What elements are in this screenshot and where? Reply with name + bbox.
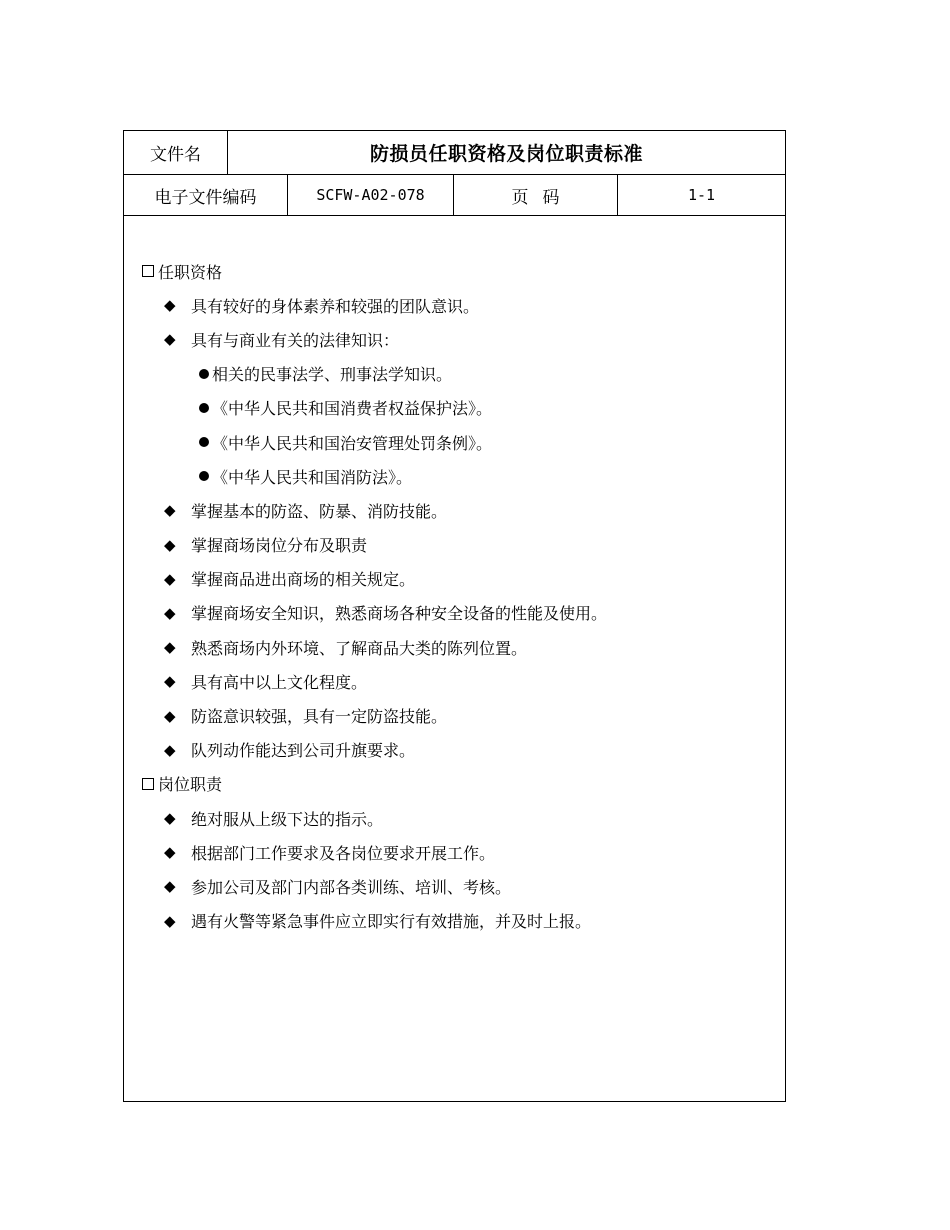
diamond-bullet-icon: ◆: [164, 535, 176, 554]
dot-bullet-icon: [199, 471, 209, 481]
section-heading: [124, 254, 785, 288]
list-item-text: 掌握商品进出商场的相关规定。: [191, 570, 416, 590]
page-label: 页码: [453, 175, 617, 215]
diamond-bullet-icon: ◆: [164, 877, 176, 896]
list-item-text: 防盗意识较强，具有一定防盗技能。: [191, 707, 448, 727]
list-item-text: 掌握商场岗位分布及职责: [191, 536, 368, 556]
list-item: [124, 801, 785, 835]
sub-list-item-text: 相关的民事法学、刑事法学知识。: [212, 365, 453, 385]
list-item-text: 具有高中以上文化程度。: [191, 672, 368, 692]
dot-bullet-icon: [199, 369, 209, 379]
diamond-bullet-icon: ◆: [164, 501, 176, 520]
diamond-bullet-icon: ◆: [164, 603, 176, 622]
header-row-meta: [124, 175, 785, 216]
list-item-text: 根据部门工作要求及各岗位要求开展工作。: [191, 843, 496, 863]
list-item-text: 队列动作能达到公司升旗要求。: [191, 741, 416, 761]
code-label: 电子文件编码: [154, 187, 257, 208]
sub-list-item: [124, 357, 785, 391]
diamond-bullet-icon: ◆: [164, 638, 176, 657]
diamond-bullet-icon: ◆: [164, 672, 176, 691]
document-body: [124, 216, 785, 938]
list-item-text: 掌握基本的防盗、防暴、消防技能。: [191, 501, 448, 521]
list-item: [124, 869, 785, 903]
header-row-title: [124, 131, 785, 175]
list-item: [124, 733, 785, 767]
dot-bullet-icon: [199, 403, 209, 413]
list-item-text: 具有与商业有关的法律知识：: [191, 330, 400, 350]
list-item-text: 参加公司及部门内部各类训练、培训、考核。: [191, 877, 512, 897]
sub-list-item: [124, 391, 785, 425]
section-title: 任职资格: [158, 262, 223, 282]
diamond-bullet-icon: ◆: [164, 809, 176, 828]
list-item-text: 具有较好的身体素养和较强的团队意识。: [191, 296, 480, 316]
diamond-bullet-icon: ◆: [164, 330, 176, 349]
list-item: [124, 493, 785, 527]
checkbox-square-icon: [142, 265, 154, 277]
list-item-text: 熟悉商场内外环境、了解商品大类的陈列位置。: [191, 638, 528, 658]
diamond-bullet-icon: ◆: [164, 843, 176, 862]
list-item-text: 遇有火警等紧急事件应立即实行有效措施，并及时上报。: [191, 912, 592, 932]
diamond-bullet-icon: ◆: [164, 740, 176, 759]
list-item-text: 绝对服从上级下达的指示。: [191, 809, 384, 829]
page-value: 1-1: [617, 175, 785, 215]
list-item: [124, 288, 785, 322]
list-item: [124, 596, 785, 630]
list-item: [124, 904, 785, 938]
section-title: 岗位职责: [158, 775, 223, 795]
list-item: [124, 664, 785, 698]
diamond-bullet-icon: ◆: [164, 706, 176, 725]
list-item: [124, 562, 785, 596]
document-frame: [123, 130, 786, 1102]
list-item: [124, 528, 785, 562]
list-item: [124, 322, 785, 356]
sub-list-item: [124, 425, 785, 459]
diamond-bullet-icon: ◆: [164, 569, 176, 588]
checkbox-square-icon: [142, 778, 154, 790]
code-value: SCFW-A02-078: [287, 175, 453, 215]
document-title: 防损员任职资格及岗位职责标准: [227, 131, 785, 174]
list-item: [124, 698, 785, 732]
diamond-bullet-icon: ◆: [164, 911, 176, 930]
sub-list-item: [124, 459, 785, 493]
sub-list-item-text: 《中华人民共和国治安管理处罚条例》。: [212, 433, 493, 453]
list-item-text: 掌握商场安全知识，熟悉商场各种安全设备的性能及使用。: [191, 604, 608, 624]
section-heading: [124, 767, 785, 801]
diamond-bullet-icon: ◆: [164, 296, 176, 315]
sub-list-item-text: 《中华人民共和国消防法》。: [212, 467, 413, 487]
sub-list-item-text: 《中华人民共和国消费者权益保护法》。: [212, 399, 493, 419]
filename-label: 文件名: [150, 145, 201, 165]
dot-bullet-icon: [199, 437, 209, 447]
list-item: [124, 630, 785, 664]
list-item: [124, 835, 785, 869]
